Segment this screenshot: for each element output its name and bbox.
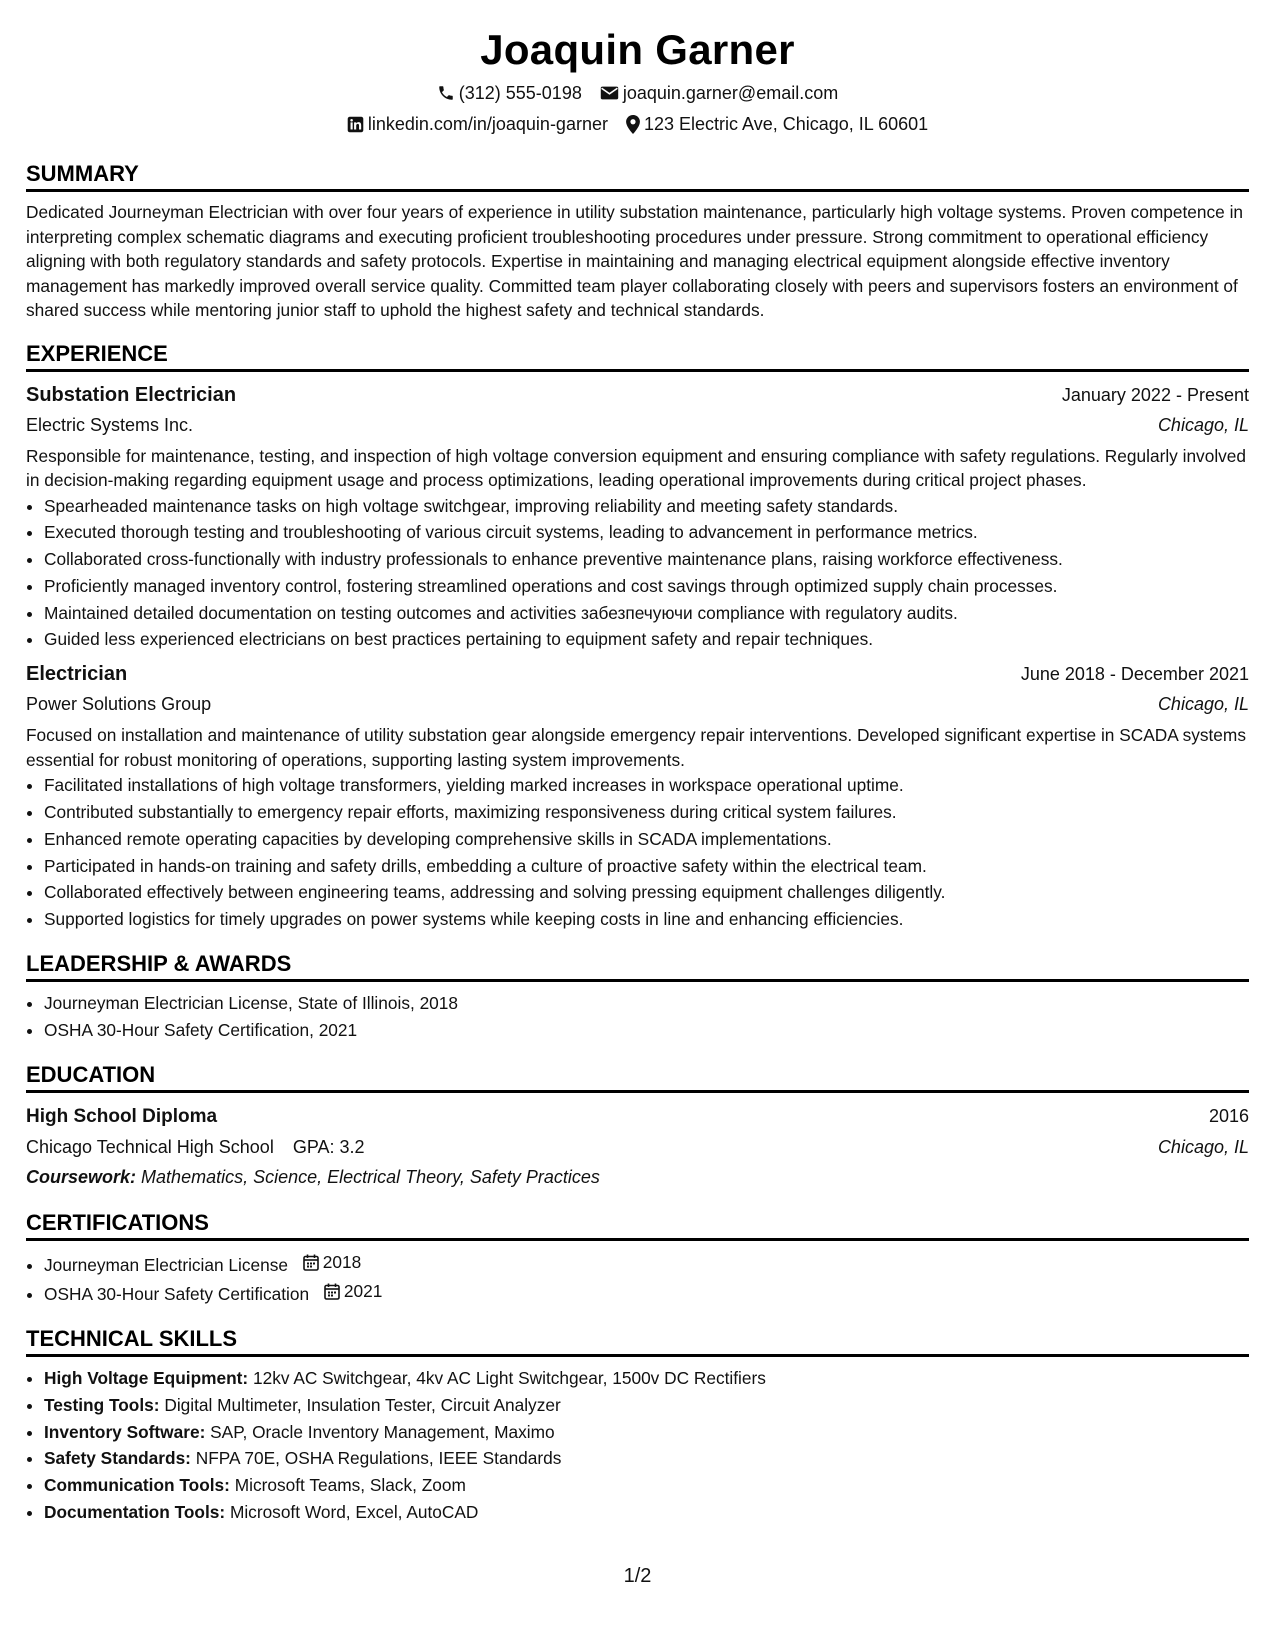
candidate-name: Joaquin Garner	[480, 26, 795, 73]
list-item	[44, 1472, 1249, 1499]
list-item: • Facilitated installations of high voltage transformers, yielding marked increases in workspace operational uptime.	[44, 772, 1249, 799]
linkedin-text[interactable]: linkedin.com/in/joaquin-garner	[367, 114, 608, 134]
list-item: • OSHA 30-Hour Safety Certification, 2021	[44, 1017, 1249, 1044]
certifications-list	[26, 1249, 1249, 1308]
list-item: • Guided less experienced electricians on best practices pertaining to equipment safety and repair techniques.	[44, 626, 1249, 653]
linkedin-icon	[347, 116, 364, 133]
job-company: Power Solutions Group	[26, 694, 212, 715]
list-item: • Enhanced remote operating capacities by developing comprehensive skills in SCADA implementations.	[44, 826, 1249, 853]
leadership-list	[26, 990, 1249, 1044]
job-location: Chicago, IL	[1157, 694, 1249, 715]
phone-contact	[437, 78, 582, 108]
job-title: Electrician	[26, 663, 128, 686]
calendar-icon	[303, 1254, 319, 1271]
list-item	[44, 1278, 1249, 1308]
job-entry	[26, 380, 1249, 654]
education-school: Chicago Technical High School	[26, 1136, 274, 1157]
skill-value: 12kv AC Switchgear, 4kv AC Light Switchgear, 1500v DC Rectifiers	[252, 1368, 766, 1389]
skill-value: SAP, Oracle Inventory Management, Maximo	[210, 1421, 555, 1442]
education-location: Chicago, IL	[1157, 1136, 1249, 1157]
contact-line-1	[26, 78, 1249, 108]
list-item: • Journeyman Electrician License, State of Illinois, 2018	[44, 990, 1249, 1017]
leadership-heading: LEADERSHIP & AWARDS	[26, 951, 1249, 982]
job-dates: June 2018 - December 2021	[1020, 664, 1249, 685]
skill-value: Microsoft Word, Excel, AutoCAD	[229, 1502, 479, 1523]
job-bullets	[26, 493, 1249, 654]
skill-value: NFPA 70E, OSHA Regulations, IEEE Standards	[195, 1448, 562, 1469]
page-number: 1/2	[623, 1565, 652, 1587]
skills-heading: TECHNICAL SKILLS	[26, 1326, 1249, 1357]
list-item: • Maintained detailed documentation on testing outcomes and activities забезпечуючи compliance with regulatory audits.	[44, 600, 1249, 627]
skill-value: Microsoft Teams, Slack, Zoom	[234, 1475, 466, 1496]
list-item	[44, 1365, 1249, 1392]
cert-name: OSHA 30-Hour Safety Certification	[44, 1284, 310, 1305]
cert-name: Journeyman Electrician License	[44, 1254, 288, 1275]
list-item: • Collaborated effectively between engineering teams, addressing and solving pressing equipment challenges diligently.	[44, 879, 1249, 906]
education-degree: High School Diploma	[26, 1105, 218, 1127]
list-item	[44, 1445, 1249, 1472]
education-year: 2016	[1208, 1105, 1249, 1126]
list-item	[44, 1499, 1249, 1526]
skill-value: Digital Multimeter, Insulation Tester, Circuit Analyzer	[164, 1394, 561, 1415]
summary-text: Dedicated Journeyman Electrician with over four years of experience in utility substation maintenance, particularly high voltage systems. Proven competence in interpreting complex schematic diagrams and executing proficient troubleshooting procedures under pressure. Strong commitment to operational efficiency aligning with both regulatory standards and safety protocols. Expertise in maintaining and managing electrical equipment alongside effective inventory management has markedly improved overall service quality. Committed team player collaborating closely with peers and supervisors fosters an environment of shared success while mentoring junior staff to uphold the highest safety and technical standards.	[26, 202, 1244, 320]
summary-heading: SUMMARY	[26, 161, 1249, 192]
contact-line-2	[26, 109, 1249, 139]
phone-icon	[437, 84, 455, 102]
education-heading: EDUCATION	[26, 1062, 1249, 1093]
job-company: Electric Systems Inc.	[26, 414, 194, 435]
certifications-heading: CERTIFICATIONS	[26, 1210, 1249, 1241]
job-bullets	[26, 772, 1249, 933]
list-item: • Executed thorough testing and troubleshooting of various circuit systems, leading to advancement in performance metrics.	[44, 519, 1249, 546]
phone-text: (312) 555-0198	[458, 83, 582, 103]
coursework-label: Coursework:	[26, 1166, 137, 1187]
cert-year: 2018	[322, 1251, 362, 1272]
job-location: Chicago, IL	[1157, 414, 1249, 435]
cert-year: 2021	[343, 1281, 383, 1302]
skill-label: Communication Tools:	[44, 1475, 230, 1496]
skills-list	[26, 1365, 1249, 1526]
coursework-text: Mathematics, Science, Electrical Theory, Safety Practices	[141, 1166, 600, 1187]
job-title: Substation Electrician	[26, 383, 237, 406]
job-description: Focused on installation and maintenance of utility substation gear alongside emergency repair interventions. Developed significant expertise in SCADA systems essential for robust monitoring of operations, supporting lasting system improvements.	[26, 725, 1246, 770]
email-contact[interactable]	[600, 78, 838, 108]
skill-label: Testing Tools:	[44, 1394, 160, 1415]
email-text[interactable]: joaquin.garner@email.com	[622, 83, 839, 103]
map-pin-icon	[626, 115, 640, 134]
skill-label: High Voltage Equipment:	[44, 1368, 249, 1389]
experience-heading: EXPERIENCE	[26, 341, 1249, 372]
list-item	[44, 1419, 1249, 1446]
list-item: • Collaborated cross-functionally with industry professionals to enhance preventive maintenance plans, raising workforce effectiveness.	[44, 546, 1249, 573]
envelope-icon	[600, 85, 619, 101]
job-entry	[26, 659, 1249, 933]
address-text: 123 Electric Ave, Chicago, IL 60601	[643, 114, 929, 134]
job-dates: January 2022 - Present	[1061, 384, 1249, 405]
skill-label: Safety Standards:	[44, 1448, 191, 1469]
coursework	[26, 1162, 1249, 1192]
list-item: • Participated in hands-on training and safety drills, embedding a culture of proactive safety within the electrical team.	[44, 853, 1249, 880]
list-item: • Proficiently managed inventory control, fostering streamlined operations and cost savings through optimized supply chain processes.	[44, 573, 1249, 600]
list-item: • Supported logistics for timely upgrades on power systems while keeping costs in line and enhancing efficiencies.	[44, 906, 1249, 933]
list-item	[44, 1392, 1249, 1419]
linkedin-contact[interactable]	[347, 109, 608, 139]
address-contact	[626, 109, 928, 139]
list-item	[44, 1249, 1249, 1279]
calendar-icon	[324, 1283, 340, 1300]
job-description: Responsible for maintenance, testing, and inspection of high voltage conversion equipment and ensuring compliance with safety regulations. Regularly involved in decision-making regarding equipment usage and process optimizations, leading operational improvements during critical project phases.	[26, 445, 1247, 490]
skill-label: Documentation Tools:	[44, 1502, 226, 1523]
list-item: • Spearheaded maintenance tasks on high voltage switchgear, improving reliability and meeting safety standards.	[44, 493, 1249, 520]
skill-label: Inventory Software:	[44, 1421, 206, 1442]
education-gpa: GPA: 3.2	[292, 1136, 365, 1157]
list-item: • Contributed substantially to emergency repair efforts, maximizing responsiveness during critical system failures.	[44, 799, 1249, 826]
